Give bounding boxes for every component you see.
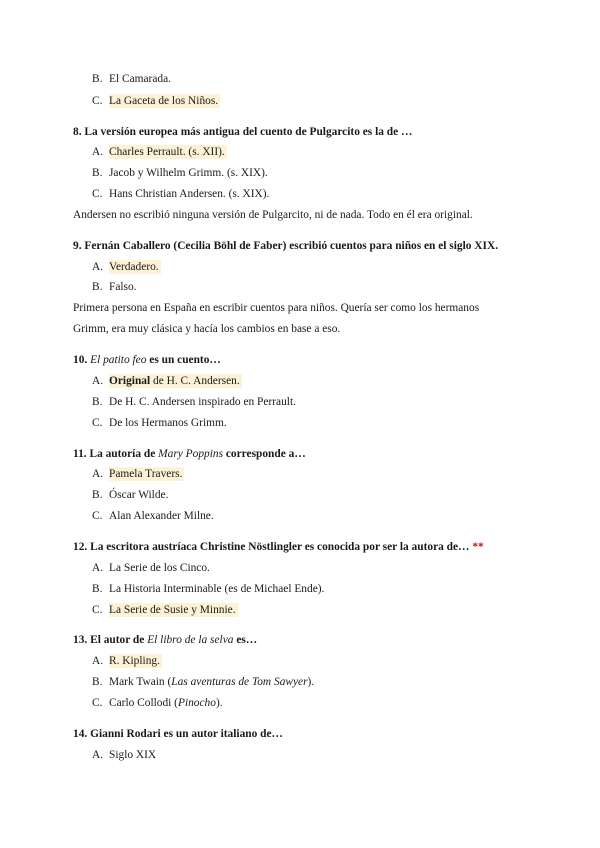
q12-option-b[interactable] <box>92 582 324 596</box>
q10-option-a-correct[interactable] <box>92 374 242 388</box>
option-text-highlighted <box>109 374 242 388</box>
q9-explanation-line-2: Grimm, era muy clásica y hacía los cambios en base a eso. <box>73 323 341 335</box>
question-text: es… <box>236 634 258 646</box>
option-text-highlighted: La Gaceta de los Niños. <box>109 95 219 107</box>
option-text: de H. C. Andersen. <box>153 375 240 387</box>
option-text: Alan Alexander Milne. <box>109 510 214 522</box>
option-text: Mark Twain ( <box>109 676 172 688</box>
question-number: 8. <box>73 126 82 138</box>
question-number: 9. <box>73 240 82 252</box>
option-letter: B. <box>92 396 103 408</box>
q11-option-b[interactable] <box>92 488 168 502</box>
q8-option-a-correct[interactable] <box>92 145 227 159</box>
question-14 <box>73 727 283 741</box>
question-text: La autoría de <box>89 448 156 460</box>
question-12 <box>73 540 484 554</box>
option-letter: C. <box>92 417 103 429</box>
option-text: De los Hermanos Grimm. <box>109 417 227 429</box>
option-letter: A. <box>92 468 104 480</box>
book-title: El patito feo <box>90 354 147 366</box>
q8-explanation: Andersen no escribió ninguna versión de Pulgarcito, ni de nada. Todo en él era original. <box>73 209 473 221</box>
option-b[interactable] <box>92 72 171 86</box>
option-letter: A. <box>92 146 104 158</box>
option-text: ). <box>215 697 223 709</box>
q9-explanation-line-1: Primera persona en España en escribir cuentos para niños. Quería ser como los hermanos <box>73 302 480 314</box>
q12-option-a[interactable] <box>92 561 210 575</box>
q13-option-b[interactable] <box>92 675 314 689</box>
option-text-highlighted: R. Kipling. <box>109 655 160 667</box>
difficulty-stars: ** <box>472 541 484 553</box>
question-9 <box>73 239 498 253</box>
option-text: La Serie de los Cinco. <box>109 562 210 574</box>
option-letter: B. <box>92 73 103 85</box>
option-text: Carlo Collodi ( <box>109 697 178 709</box>
option-letter: B. <box>92 167 103 179</box>
option-text-highlighted: Verdadero. <box>109 261 159 273</box>
option-text: Hans Christian Andersen. (s. XIX). <box>109 188 270 200</box>
q10-option-b[interactable] <box>92 395 296 409</box>
question-text: corresponde a… <box>225 448 306 460</box>
option-letter: B. <box>92 583 103 595</box>
book-title: Las aventuras de Tom Sawyer <box>171 676 308 688</box>
q14-option-a[interactable] <box>92 748 156 762</box>
option-text: Siglo XIX <box>109 749 157 761</box>
option-letter: B. <box>92 676 103 688</box>
option-text: La Historia Interminable (es de Michael Ende). <box>109 583 325 595</box>
option-text-highlighted: Pamela Travers. <box>109 468 183 480</box>
question-number: 14. <box>73 728 88 740</box>
book-title: El libro de la selva <box>147 634 234 646</box>
q11-option-c[interactable] <box>92 509 214 523</box>
option-letter: C. <box>92 697 103 709</box>
q9-option-b[interactable] <box>92 280 137 294</box>
option-text: ). <box>307 676 315 688</box>
q12-option-c-correct[interactable] <box>92 603 238 617</box>
question-number: 13. <box>73 634 88 646</box>
question-13 <box>73 633 257 647</box>
question-number: 10. <box>73 354 88 366</box>
option-letter: A. <box>92 749 104 761</box>
book-title: Mary Poppins <box>158 448 224 460</box>
q8-option-c[interactable] <box>92 187 269 201</box>
question-text: Gianni Rodari es un autor italiano de… <box>90 728 283 740</box>
q9-option-a-correct[interactable] <box>92 260 161 274</box>
option-text: Jacob y Wilhelm Grimm. (s. XIX). <box>109 167 268 179</box>
option-letter: C. <box>92 95 103 107</box>
option-letter: A. <box>92 562 104 574</box>
question-number: 11. <box>73 448 87 460</box>
option-text: El Camarada. <box>109 73 171 85</box>
question-text: es un cuento… <box>149 354 221 366</box>
q10-option-c[interactable] <box>92 416 227 430</box>
option-text-highlighted: Charles Perrault. (s. XII). <box>109 146 225 158</box>
option-letter: B. <box>92 281 103 293</box>
q8-option-b[interactable] <box>92 166 268 180</box>
q13-option-a-correct[interactable] <box>92 654 162 668</box>
question-text: El autor de <box>90 634 145 646</box>
option-c-correct[interactable] <box>92 94 220 108</box>
option-text: Óscar Wilde. <box>109 489 169 501</box>
option-letter: A. <box>92 375 104 387</box>
option-text: De H. C. Andersen inspirado en Perrault. <box>109 396 296 408</box>
question-text: La versión europea más antigua del cuento de Pulgarcito es la de … <box>84 126 413 138</box>
option-letter: B. <box>92 489 103 501</box>
option-letter: C. <box>92 604 103 616</box>
question-number: 12. <box>73 541 88 553</box>
q13-option-c[interactable] <box>92 696 223 710</box>
q11-option-a-correct[interactable] <box>92 467 184 481</box>
question-10 <box>73 353 221 367</box>
question-8 <box>73 125 412 139</box>
option-letter: A. <box>92 261 104 273</box>
option-letter: A. <box>92 655 104 667</box>
option-letter: C. <box>92 188 103 200</box>
question-text: Fernán Caballero (Cecilia Böhl de Faber) escribió cuentos para niños en el siglo XIX. <box>84 240 499 252</box>
emphasis-text: Original <box>109 375 151 387</box>
book-title: Pinocho <box>177 697 216 709</box>
option-text-highlighted: La Serie de Susie y Minnie. <box>109 604 236 616</box>
option-text: Falso. <box>109 281 137 293</box>
option-letter: C. <box>92 510 103 522</box>
question-text: La escritora austríaca Christine Nöstlingler es conocida por ser la autora de… <box>90 541 470 553</box>
question-11 <box>73 447 306 461</box>
